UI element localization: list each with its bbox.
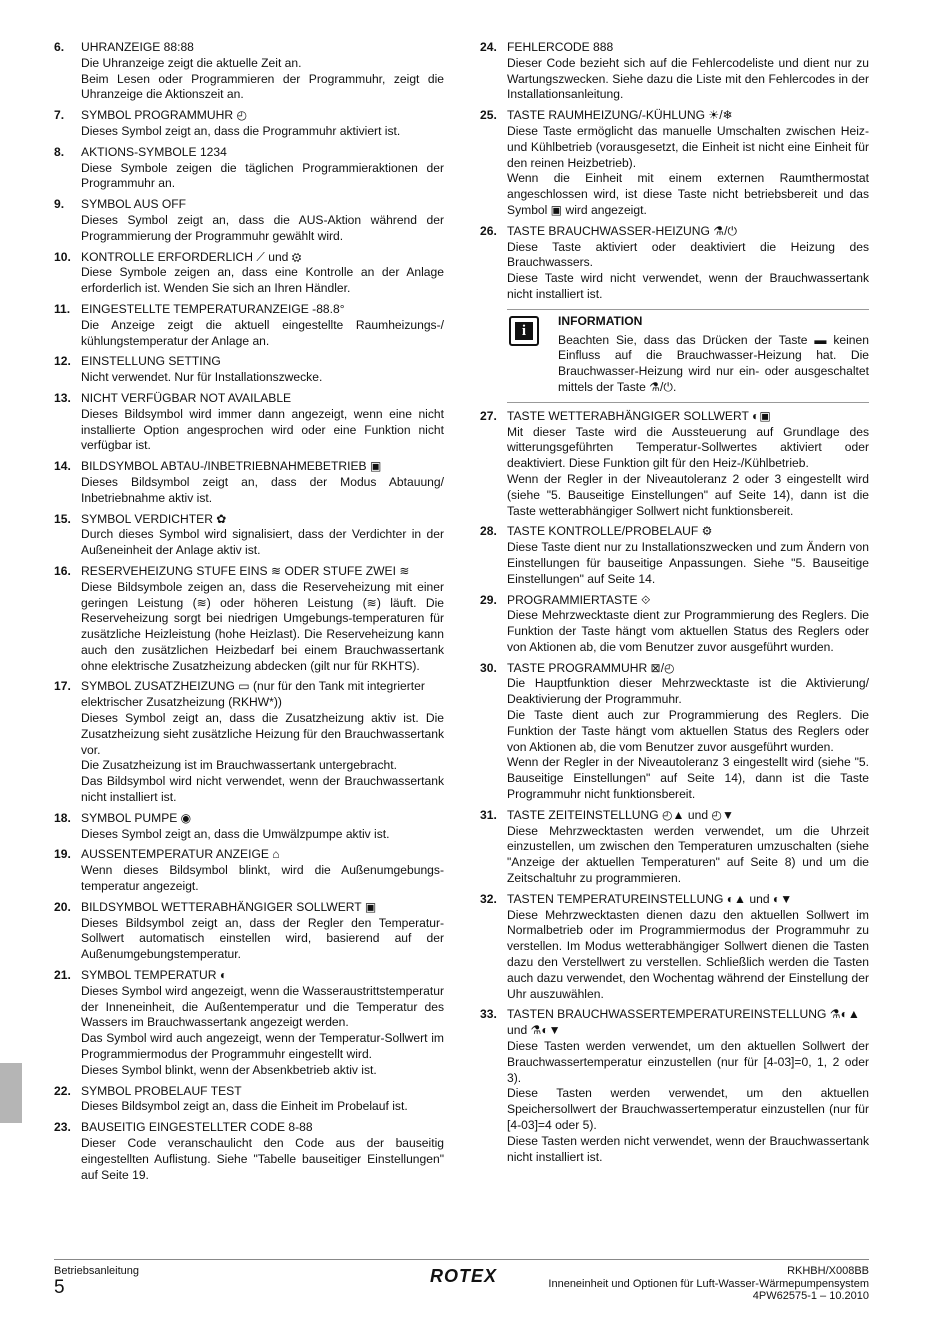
item-body: Diese Tasten werden verwendet, um den aktuellen Sollwert der Brauchwassertemperatur einzustellen (nur für [4-03]=0, 1, 2 oder 3). Diese Tasten werden verwendet, um den aktuellen Speichersollwert der Brauchwassertemperatur einzustellen (nur für [4-03]=4 oder 5). Diese Tasten werden nicht verwendet, wenn der Brauchwassertank nicht installiert ist. — [507, 1039, 869, 1164]
item-body: Dieses Symbol wird angezeigt, wenn die Wasseraustrittstemperatur der Inneneinheit, die Außentemperatur und die Temperatur des Wassers im Brauchwassertank angezeigt werden. Das Symbol wird auch angezeigt, wenn der Temperatur-Sollwert im Programmiermodus der Programmuhr eingestellt wird. Dieses Symbol blinkt, wenn der Absenkbetrieb aktiv ist. — [81, 983, 444, 1077]
item-heading: UHRANZEIGE 88:88 — [81, 40, 194, 54]
item-body: Durch dieses Symbol wird signalisiert, dass der Verdichter in der Außeneinheit der Anlage aktiv ist. — [81, 527, 444, 558]
list-item — [54, 250, 444, 297]
item-heading: NICHT VERFÜGBAR NOT AVAILABLE — [81, 390, 292, 405]
item-body: Dieses Symbol zeigt an, dass die Umwälzpumpe aktiv ist. — [81, 826, 390, 841]
item-body: Nicht verwendet. Nur für Installationszwecke. — [81, 370, 323, 385]
list-item — [54, 354, 444, 386]
list-item — [480, 593, 869, 656]
list-item — [54, 968, 444, 1079]
item-body: Dieser Code bezieht sich auf die Fehlercodeliste und dient nur zu Wartungszwecken. Siehe dazu die Liste mit den Fehlercodes in der Installationsanleitung. — [507, 55, 869, 102]
item-heading: SYMBOL PROBELAUF TEST — [81, 1083, 242, 1098]
footer-doc-number: 4PW62575-1 – 10.2010 — [752, 1290, 869, 1302]
info-text: Beachten Sie, dass das Drücken der Taste ▬ keinen Einfluss auf die Brauchwasser-Heizung hat. Die Brauchwasser-Heizung wird nur ein- oder ausgeschaltet mittels der Taste ⚗/⏻. — [558, 332, 869, 394]
list-item — [54, 302, 444, 349]
item-heading: TASTEN TEMPERATUREINSTELLUNG ◐▲ und ◐▼ — [507, 891, 793, 906]
item-heading: SYMBOL ZUSATZHEIZUNG ▭ (nur für den Tank mit integrierter elektrischer Zusatzheizung (RKHW*)) — [81, 679, 425, 710]
page-number: 5 — [54, 1277, 65, 1298]
side-tab-marker — [0, 1063, 22, 1123]
item-number: 32. — [480, 891, 497, 906]
item-body: Dieses Symbol zeigt an, dass die AUS-Aktion während der Programmierung der Programmuhr gewählt wird. — [81, 212, 444, 243]
item-number: 30. — [480, 660, 497, 675]
item-body: Diese Taste dient nur zu Installationszwecken und zum Ändern von Einstellungen für bauseitige Anpassungen. Siehe "5. Bauseitige Einstellungen" auf Seite 14. — [507, 540, 869, 586]
item-number: 15. — [54, 511, 71, 526]
footer-model: RKHBH/X008BB — [787, 1265, 869, 1277]
item-number: 6. — [54, 40, 65, 54]
item-heading: BILDSYMBOL WETTERABHÄNGIGER SOLLWERT ▣ — [81, 899, 377, 914]
item-body: Diese Symbole zeigen die täglichen Programmieraktionen der Programmuhr an. — [81, 160, 444, 191]
item-number: 11. — [54, 301, 71, 316]
item-body: Diese Mehrzwecktaste dient zur Programmierung des Reglers. Die Funktion der Taste hängt vom aktuellen Status des Reglers oder von Aktionen ab, die vom Benutzer zuvor ausgeführt wurden. — [507, 608, 869, 654]
item-heading: EINGESTELLTE TEMPERATURANZEIGE -88.8° — [81, 301, 345, 316]
item-heading: TASTE KONTROLLE/PROBELAUF ⚙ — [507, 524, 713, 539]
item-body: Dieses Bildsymbol zeigt an, dass die Einheit im Probelauf ist. — [81, 1099, 408, 1114]
item-body: Diese Taste ermöglicht das manuelle Umschalten zwischen Heiz- und Kühlbetrieb (vorausgesetzt, die Einheit ist nicht eine Einheit für den reinen Heizbetrieb). Wenn die Einheit mit einem externen Raumthermostat angeschlossen wird, ist diese Taste nicht betriebsbereit und das Symbol ▣ wird angezeigt. — [507, 123, 869, 217]
item-body: Diese Mehrzwecktasten werden verwendet, um die Uhrzeit einzustellen, um zwischen den Temperaturen umzuschalten (siehe "Anzeige der aktuellen Temperaturen" auf Seite 8) und um die Zeitschaltuhr zu programmieren. — [507, 823, 869, 886]
item-number: 16. — [54, 563, 71, 578]
item-heading: AKTIONS-SYMBOLE 1234 — [81, 144, 227, 159]
item-body: Die Anzeige zeigt die aktuell eingestellte Raumheizungs-/ kühlungstemperatur der Anlage an. — [81, 317, 444, 348]
item-heading: SYMBOL PROGRAMMUHR ◴ — [81, 108, 247, 123]
item-number: 21. — [54, 968, 71, 983]
item-number: 22. — [54, 1083, 71, 1098]
item-number: 8. — [54, 144, 65, 159]
footer-right — [548, 1265, 869, 1303]
list-item — [54, 391, 444, 454]
item-number: 20. — [54, 899, 71, 914]
item-heading: TASTE RAUMHEIZUNG/-KÜHLUNG ☀/❄ — [507, 108, 733, 123]
item-body: Dieses Symbol zeigt an, dass die Programmuhr aktiviert ist. — [81, 123, 401, 138]
item-number: 10. — [54, 249, 71, 264]
item-heading: TASTEN BRAUCHWASSERTEMPERATUREINSTELLUNG ⚗◐▲ und ⚗◐▼ — [507, 1007, 860, 1038]
list-item — [480, 40, 869, 103]
list-item — [480, 224, 869, 303]
item-body: Diese Mehrzwecktasten dienen dazu den aktuellen Sollwert im Normalbetrieb oder im Programmiermodus der Programmuhr zu verstellen. Im Modus wetterabhängiger Sollwert dienen die Tasten dazu den Verstellwert zu verstellen. Schließlich werden die Tasten auch dazu verwendet, den Wochentag während der Einstellung der Uhr auszuwählen. — [507, 907, 869, 1001]
item-heading: TASTE ZEITEINSTELLUNG ◴▲ und ◴▼ — [507, 807, 734, 822]
list-item — [54, 811, 444, 843]
item-heading: TASTE BRAUCHWASSER-HEIZUNG ⚗/⏻ — [507, 223, 738, 238]
list-item — [54, 847, 444, 894]
item-body: Diese Symbole zeigen an, dass eine Kontrolle an der Anlage erforderlich ist. Wenden Sie sich an Ihren Händler. — [81, 265, 444, 296]
item-body: Dieses Bildsymbol wird immer dann angezeigt, wenn eine nicht installierte Option angesprochen wird oder eine Funktion nicht verfügbar ist. — [81, 406, 444, 453]
list-item — [54, 145, 444, 192]
item-heading: TASTE PROGRAMMUHR ⊠/◴ — [507, 660, 675, 675]
item-body: Wenn dieses Bildsymbol blinkt, wird die Außenumgebungs-temperatur angezeigt. — [81, 863, 444, 894]
item-heading: EINSTELLUNG SETTING — [81, 354, 221, 369]
list-item — [54, 459, 444, 506]
list-item — [480, 808, 869, 887]
item-heading: BILDSYMBOL ABTAU-/INBETRIEBNAHMEBETRIEB ▣ — [81, 459, 382, 474]
item-number: 24. — [480, 40, 497, 54]
item-number: 27. — [480, 408, 497, 423]
left-column — [54, 40, 444, 1188]
footer-description: Inneneinheit und Optionen für Luft-Wasser-Wärmepumpensystem — [548, 1277, 869, 1290]
item-body: Die Hauptfunktion dieser Mehrzwecktaste ist die Aktivierung/ Deaktivierung der Programmuhr. Die Taste dient auch zur Programmierung des Reglers. Die Funktion der Taste hängt vom aktuellen Status des Reglers oder von Aktionen ab, die vom Benutzer zuvor ausgeführt wurden. Wenn der Regler in der Niveautoleranz 3 eingestellt wird (siehe "5. Bauseitige Einstellungen" auf Seite 14), dann ist die Taste Programmuhr nicht funktionsbereit. — [507, 676, 869, 802]
item-body: Dieses Bildsymbol zeigt an, dass der Modus Abtauung/ Inbetriebnahme aktiv ist. — [81, 474, 444, 505]
item-number: 29. — [480, 592, 497, 607]
list-item — [480, 661, 869, 803]
item-number: 9. — [54, 197, 65, 212]
item-number: 26. — [480, 223, 497, 238]
right-column — [480, 40, 869, 1170]
info-title: INFORMATION — [558, 313, 643, 328]
item-number: 7. — [54, 108, 65, 123]
item-heading: TASTE WETTERABHÄNGIGER SOLLWERT ◐▣ — [507, 408, 771, 423]
item-number: 14. — [54, 459, 71, 474]
item-heading: SYMBOL AUS OFF — [81, 197, 187, 212]
list-item — [54, 197, 444, 244]
item-heading: SYMBOL PUMPE ◉ — [81, 810, 192, 825]
item-heading: KONTROLLE ERFORDERLICH ⟋ und ⚙ — [81, 249, 302, 264]
item-number: 25. — [480, 108, 497, 123]
item-heading: SYMBOL TEMPERATUR ◐ — [81, 968, 228, 983]
list-item — [54, 564, 444, 675]
item-body: Diese Taste aktiviert oder deaktiviert die Heizung des Brauchwassers. Diese Taste wird nicht verwendet, wenn der Brauchwassertank nicht installiert ist. — [507, 239, 869, 301]
item-number: 33. — [480, 1007, 497, 1022]
list-item — [480, 1007, 869, 1165]
item-body: Dieses Symbol zeigt an, dass die Zusatzheizung aktiv ist. Die Zusatzheizung sieht zusätzliche Heizung für den Brauchwassertank vor. Die Zusatzheizung ist im Brauchwassertank untergebracht. Das Bildsymbol wird nicht verwendet, wenn der Brauchwassertank nicht installiert ist. — [81, 711, 444, 805]
item-number: 17. — [54, 679, 71, 694]
item-number: 31. — [480, 807, 497, 822]
footer-doc-type: Betriebsanleitung — [54, 1265, 140, 1277]
item-heading: FEHLERCODE 888 — [507, 40, 614, 54]
item-number: 12. — [54, 354, 71, 369]
list-item — [54, 679, 444, 805]
item-number: 19. — [54, 847, 71, 862]
list-item — [54, 1120, 444, 1183]
information-box — [507, 309, 869, 403]
item-heading: RESERVEHEIZUNG STUFE EINS ≋ ODER STUFE ZWEI ≋ — [81, 563, 410, 578]
item-body: Dieses Bildsymbol zeigt an, dass der Regler den Temperatur-Sollwert automatisch einstellen wird, basierend auf der Außenumgebungstemperatur. — [81, 915, 444, 962]
item-body: Die Uhranzeige zeigt die aktuelle Zeit an. Beim Lesen oder Programmieren der Programmuhr, zeigt die Uhranzeige die Aktionszeit an. — [81, 55, 444, 102]
list-item — [480, 409, 869, 520]
item-heading: BAUSEITIG EINGESTELLTER CODE 8-88 — [81, 1120, 313, 1135]
footer-divider — [54, 1259, 869, 1260]
list-item — [480, 892, 869, 1003]
item-body: Mit dieser Taste wird die Aussteuerung auf Grundlage des witterungsgeführten Temperatur-Sollwertes aktiviert oder deaktiviert. Diese Funktion gilt für den Heiz-/Kühlbetrieb. Wenn der Regler in der Niveautoleranz 2 oder 3 eingestellt wird (siehe "5. Bauseitige Einstellungen" auf Seite 14), dann ist die Taste wetterabhängiger Sollwert nicht funktionsbereit. — [507, 424, 869, 518]
brand-logo: ROTEX — [430, 1266, 498, 1286]
item-number: 23. — [54, 1120, 71, 1135]
item-body: Dieser Code veranschaulicht den Code aus der bauseitig eingestellten Auflistung. Siehe "Tabelle bauseitiger Einstellungen" auf Seite 19. — [81, 1136, 444, 1182]
list-item — [54, 900, 444, 963]
list-item — [54, 40, 444, 103]
list-item — [54, 1084, 444, 1116]
info-icon: i — [509, 316, 539, 346]
item-number: 18. — [54, 810, 71, 825]
list-item — [480, 108, 869, 219]
item-number: 13. — [54, 390, 71, 405]
list-item — [54, 512, 444, 559]
list-item — [54, 108, 444, 140]
item-heading: AUSSENTEMPERATUR ANZEIGE ⌂ — [81, 847, 280, 862]
item-heading: SYMBOL VERDICHTER ✿ — [81, 511, 227, 526]
item-number: 28. — [480, 524, 497, 539]
list-item — [480, 524, 869, 587]
item-heading: PROGRAMMIERTASTE ⟐ — [507, 592, 651, 607]
item-body: Diese Bildsymbole zeigen an, dass die Reserveheizung mit einer geringen Leistung (≋) oder höheren Leistung (≋) läuft. Die Reserveheizung sorgt bei niedrigen Umgebungs-temperaturen für zusätzliche Heizleistung (hohe Heizlast). Die Reserveheizung kann auch den zusätzlichen Heizbedarf bei einem Brauchwassertank ohne elektrische Zusatzheizung abdecken (gilt nur für RKHTS). — [81, 579, 444, 673]
